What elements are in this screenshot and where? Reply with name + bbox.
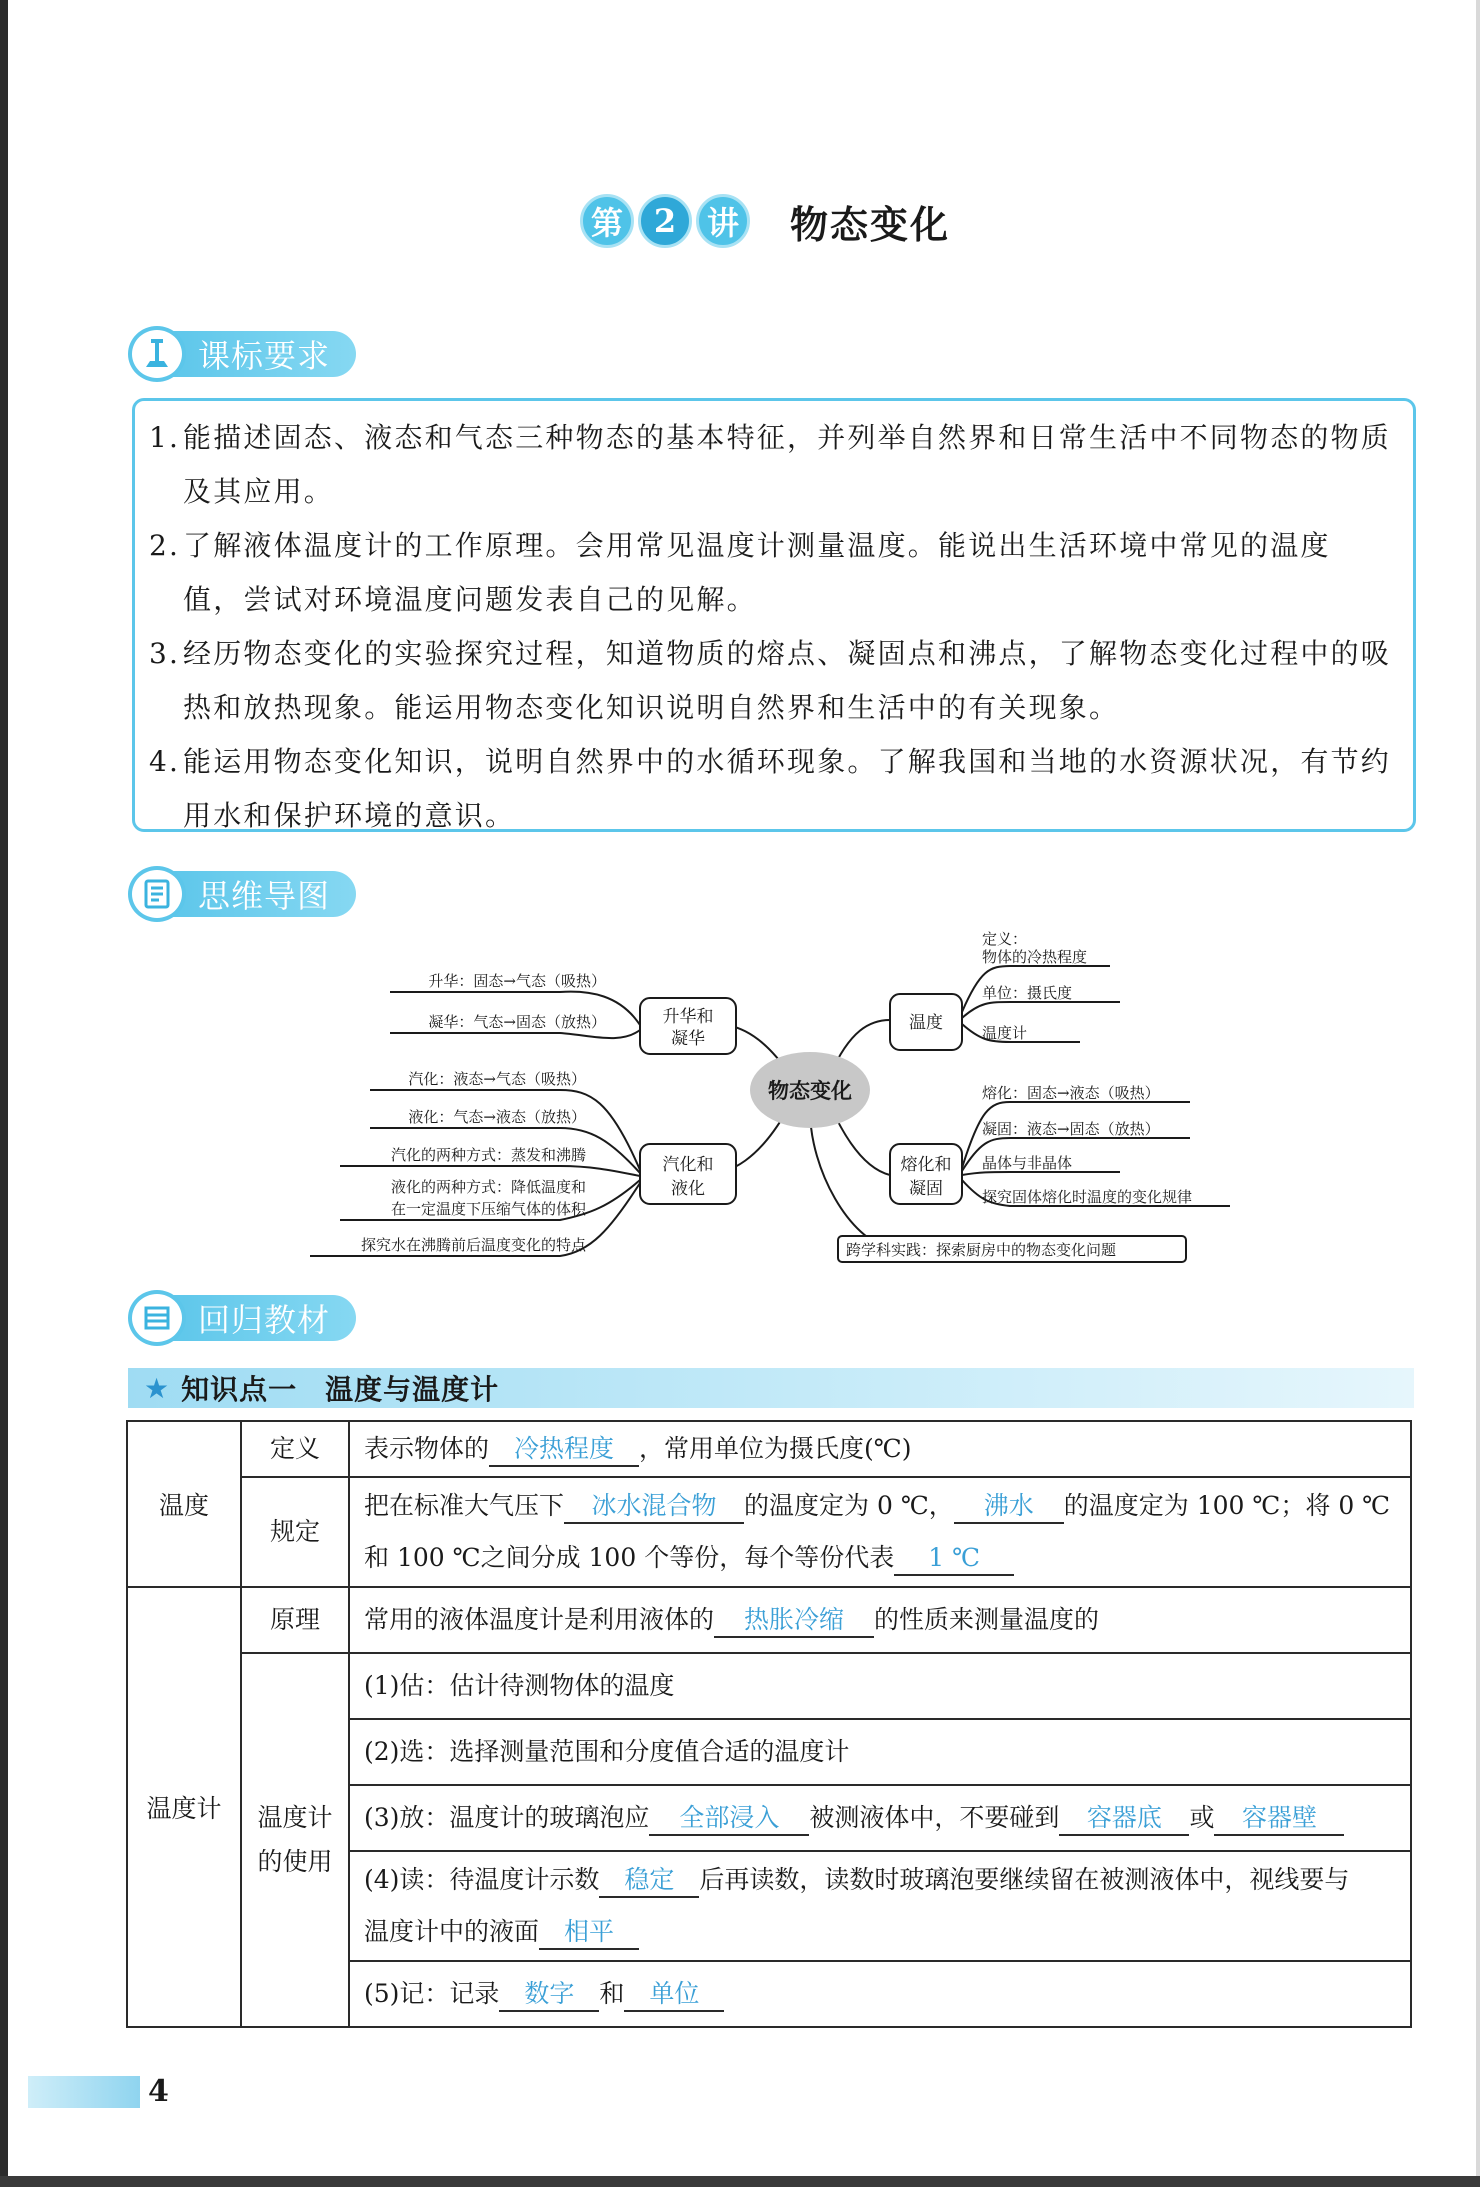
standard-item: 2. 了解液体温度计的工作原理。会用常见温度计测量温度。能说出生活环境中常见的温度 值，尝试对环境温度问题发表自己的见解。: [149, 529, 1331, 616]
answer-blank: 1 ℃: [894, 1542, 1014, 1576]
page-right-edge: [1476, 0, 1480, 2187]
mindmap-practice: 跨学科实践：探索厨房中的物态变化问题: [846, 1241, 1117, 1259]
knowledge-point-title: 温度与温度计: [325, 1373, 500, 1406]
mind-map: [290, 930, 1250, 1270]
usage-step-5: (5)记：记录 数字 和 单位: [349, 1961, 1411, 2027]
table-row: [127, 1653, 1411, 1719]
cell-definition: 表示物体的 冷热程度 ，常用单位为摄氏度(℃): [349, 1421, 1411, 1477]
answer-blank: 稳定: [599, 1864, 699, 1898]
cell-rule: 把在标准大气压下 冰水混合物 的温度定为 0 ℃， 沸水 的温度定为 100 ℃；将 0 ℃ 和 100 ℃之间分成 100 个等份，每个等份代表 1 ℃: [349, 1477, 1411, 1587]
usage-step-1: (1)估：估计待测物体的温度: [349, 1653, 1411, 1719]
lesson-badge: [580, 194, 750, 248]
section-review-label: 回归教材: [164, 1295, 356, 1341]
cell-usage-label: 温度计 的使用: [241, 1653, 349, 2027]
mindmap-leaf: 升华：固态→气态（吸热）: [428, 972, 606, 990]
badge-jiang: 讲: [696, 194, 750, 248]
section-review-header: [128, 1290, 356, 1346]
mindmap-leaf: 凝固：液态→固态（放热）: [982, 1120, 1160, 1138]
knowledge-table: [126, 1420, 1412, 2028]
mindmap-leaf: 汽化：液态→气态（吸热）: [408, 1070, 586, 1088]
lesson-title: [580, 188, 950, 254]
mindmap-leaf: 液化的两种方式：降低温度和: [390, 1178, 586, 1196]
usage-step-2: (2)选：选择测量范围和分度值合适的温度计: [349, 1719, 1411, 1785]
mindmap-node: 温度: [909, 1013, 943, 1033]
star-icon: ★: [144, 1371, 170, 1405]
lesson-title-text: 物态变化: [790, 202, 951, 247]
notebook-icon: [128, 866, 186, 922]
page-number: 4: [148, 2074, 169, 2109]
knowledge-point-header: [128, 1368, 1414, 1408]
cell-rule-label: 规定: [241, 1477, 349, 1587]
page-bottom-edge: [0, 2176, 1480, 2187]
mindmap-node: 凝固: [909, 1179, 943, 1199]
section-mindmap-header: [128, 866, 356, 922]
section-standards-label: 课标要求: [164, 331, 356, 377]
answer-blank: 相平: [539, 1916, 639, 1950]
mindmap-leaf: 液化：气态→液态（放热）: [408, 1108, 586, 1126]
answer-blank: 单位: [624, 1978, 724, 2012]
mindmap-node: 汽化和: [662, 1155, 714, 1175]
table-row: [127, 1421, 1411, 1477]
row-header-thermometer: 温度计: [127, 1587, 241, 2027]
section-mindmap-label: 思维导图: [164, 871, 356, 917]
mindmap-node: 凝华: [671, 1029, 705, 1049]
answer-blank: 热胀冷缩: [714, 1604, 874, 1638]
cell-principle-label: 原理: [241, 1587, 349, 1653]
usage-step-3: (3)放：温度计的玻璃泡应 全部浸入 被测液体中，不要碰到 容器底 或 容器壁: [349, 1785, 1411, 1851]
standard-item: 1. 能描述固态、液态和气态三种物态的基本特征，并列举自然界和日常生活中不同物态的物质 及其应用。: [149, 421, 1392, 508]
knowledge-point-label: 知识点一: [181, 1373, 298, 1406]
section-standards-header: [128, 326, 356, 382]
footer-decoration: [28, 2076, 140, 2108]
award-icon: [128, 326, 186, 382]
standard-item: 4. 能运用物态变化知识，说明自然界中的水循环现象。了解我国和当地的水资源状况，有节约 用水和保护环境的意识。: [149, 745, 1392, 832]
answer-blank: 全部浸入: [649, 1802, 809, 1836]
table-row: [127, 1587, 1411, 1653]
mindmap-leaf: 汽化的两种方式：蒸发和沸腾: [390, 1146, 586, 1164]
answer-blank: 容器壁: [1214, 1802, 1344, 1836]
answer-blank: 容器底: [1059, 1802, 1189, 1836]
mindmap-node: 熔化和: [900, 1155, 952, 1175]
badge-number: 2: [638, 194, 692, 248]
mindmap-leaf: 在一定温度下压缩气体的体积: [390, 1200, 586, 1218]
answer-blank: 沸水: [954, 1490, 1064, 1524]
cell-principle: 常用的液体温度计是利用液体的 热胀冷缩 的性质来测量温度的: [349, 1587, 1411, 1653]
usage-step-4: (4)读：待温度计示数 稳定 后再读数，读数时玻璃泡要继续留在被测液体中，视线要与 温度计中的液面 相平: [349, 1851, 1411, 1961]
standard-item: 3. 经历物态变化的实验探究过程，知道物质的熔点、凝固点和沸点，了解物态变化过程中的吸 热和放热现象。能运用物态变化知识说明自然界和生活中的有关现象。: [149, 637, 1392, 724]
mindmap-leaf: 晶体与非晶体: [982, 1154, 1073, 1172]
standards-box: [132, 398, 1416, 832]
mindmap-center: 物态变化: [768, 1078, 852, 1103]
mindmap-leaf: 凝华：气态→固态（放热）: [428, 1013, 606, 1031]
page-left-edge: [0, 0, 8, 2187]
mindmap-leaf: 定义：: [982, 930, 1028, 948]
mindmap-leaf: 熔化：固态→液态（吸热）: [982, 1084, 1160, 1102]
cell-definition-label: 定义: [241, 1421, 349, 1477]
book-icon: [128, 1290, 186, 1346]
answer-blank: 冰水混合物: [564, 1490, 744, 1524]
mindmap-leaf: 物体的冷热程度: [982, 948, 1088, 966]
mindmap-node: 液化: [671, 1179, 705, 1199]
mindmap-leaf: 探究水在沸腾前后温度变化的特点: [360, 1236, 586, 1254]
table-row: [127, 1477, 1411, 1587]
badge-di: 第: [580, 194, 634, 248]
mindmap-leaf: 探究固体熔化时温度的变化规律: [982, 1188, 1193, 1206]
row-header-temperature: 温度: [127, 1421, 241, 1587]
answer-blank: 数字: [499, 1978, 599, 2012]
mindmap-leaf: 温度计: [982, 1024, 1028, 1042]
mindmap-leaf: 单位：摄氏度: [982, 984, 1073, 1002]
mindmap-node: 升华和: [662, 1007, 714, 1027]
answer-blank: 冷热程度: [489, 1433, 639, 1467]
